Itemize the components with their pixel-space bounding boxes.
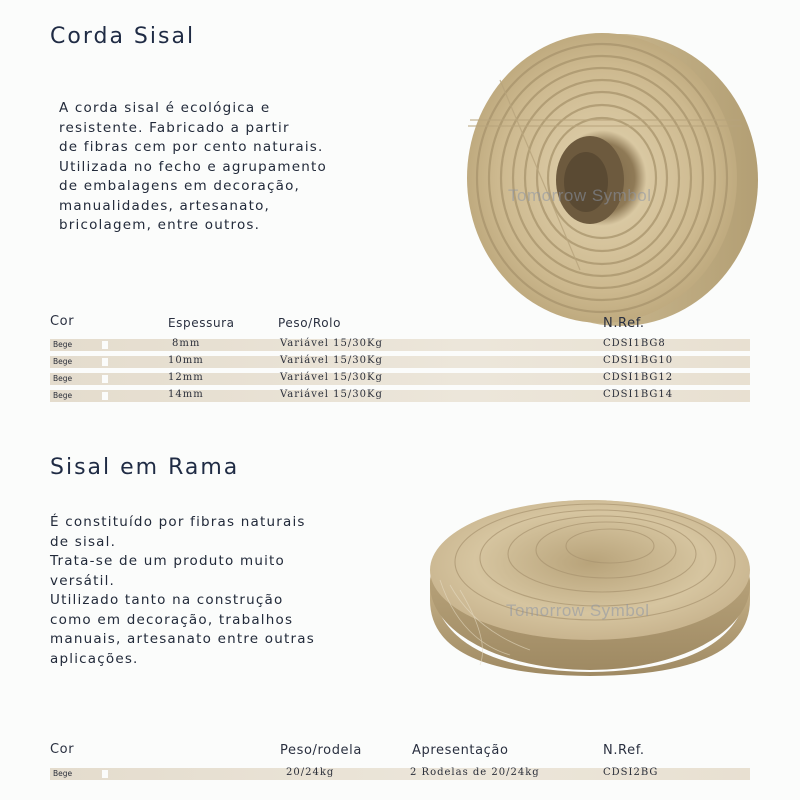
section-title-corda-sisal: Corda Sisal <box>50 24 196 49</box>
row-espessura: 8mm <box>172 338 201 349</box>
description-line: de sisal. <box>50 533 117 550</box>
header-n-ref: N.Ref. <box>603 743 645 758</box>
rope-coil-image <box>440 20 760 332</box>
row-peso: 20/24kg <box>286 767 335 778</box>
row-espessura: 14mm <box>168 389 204 400</box>
row-cor: Bege <box>53 357 73 366</box>
header-peso-rolo: Peso/Rolo <box>278 316 342 330</box>
row-ref: CDSI1BG8 <box>603 338 666 349</box>
description-line: manualidades, artesanato, <box>59 197 271 214</box>
corda-sisal-description <box>59 99 327 236</box>
description-line: manuais, artesanato entre outras <box>50 631 315 647</box>
row-peso: Variável 15/30Kg <box>280 355 383 366</box>
sisal-roll-image <box>420 490 760 680</box>
row-ref: CDSI1BG12 <box>603 372 674 383</box>
description-line: de fibras cem por cento naturais. <box>59 139 324 155</box>
header-cor: Cor <box>50 742 75 757</box>
row-peso: Variável 15/30Kg <box>280 338 383 349</box>
row-apresentacao: 2 Rodelas de 20/24kg <box>410 767 540 778</box>
description-line: bricolagem, entre outros. <box>59 217 261 233</box>
description-line: aplicações. <box>50 650 139 667</box>
row-ref: CDSI1BG14 <box>603 389 674 400</box>
description-line: A corda sisal é ecológica e <box>59 100 271 116</box>
row-cor: Bege <box>53 391 73 400</box>
table-row <box>50 339 750 351</box>
description-line: Utilizado tanto na construção <box>50 592 284 608</box>
watermark-text: Tomorrow Symbol <box>508 186 652 205</box>
row-cor: Bege <box>53 374 73 383</box>
sisal-em-rama-description <box>50 513 315 669</box>
row-peso: Variável 15/30Kg <box>280 389 383 400</box>
header-peso-rodela: Peso/rodela <box>280 743 362 758</box>
table-row <box>50 373 750 385</box>
description-line: de embalagens em decoração, <box>59 178 301 194</box>
description-line: resistente. Fabricado a partir <box>59 119 290 136</box>
row-espessura: 10mm <box>168 355 204 366</box>
row-cor: Bege <box>53 340 73 349</box>
header-cor: Cor <box>50 314 75 329</box>
description-line: Trata-se de um produto muito <box>50 553 285 569</box>
watermark-text: Tomorrow Symbol <box>506 601 650 620</box>
row-ref: CDSI2BG <box>603 767 659 778</box>
description-line: como em decoração, trabalhos <box>50 611 294 628</box>
row-espessura: 12mm <box>168 372 204 383</box>
table-row <box>50 768 750 780</box>
row-ref: CDSI1BG10 <box>603 355 674 366</box>
header-n-ref: N.Ref. <box>603 316 645 331</box>
description-line: Utilizada no fecho e agrupamento <box>59 158 327 175</box>
section-title-sisal-em-rama: Sisal em Rama <box>50 455 240 480</box>
row-cor: Bege <box>53 769 73 778</box>
description-line: É constituído por fibras naturais <box>50 514 306 530</box>
row-peso: Variável 15/30Kg <box>280 372 383 383</box>
header-apresentacao: Apresentação <box>412 743 509 758</box>
description-line: versátil. <box>50 572 116 589</box>
table-row <box>50 356 750 368</box>
table-row <box>50 390 750 402</box>
header-espessura: Espessura <box>168 316 235 330</box>
